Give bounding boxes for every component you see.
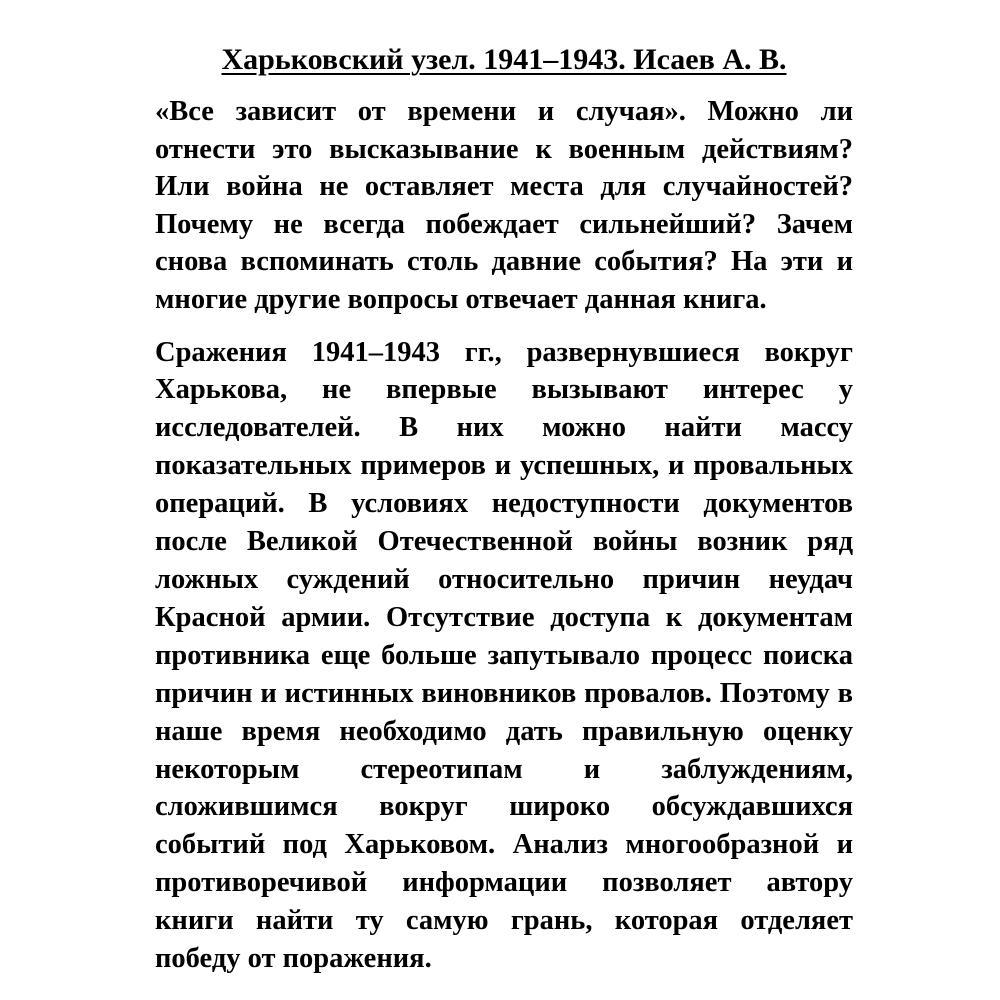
book-description (155, 43, 853, 978)
description-paragraph-2: Сражения 1941–1943 гг., развернувшиеся вокруг Харькова, не впервые вызывают интерес у исследователей. В них можно найти массу показательных примеров и успешных, и провальных операций. В условиях недоступности документов после Великой Отечественной войны возник ряд ложных суждений относительно причин неудач Красной армии. Отсутствие доступа к документам противника еще больше запутывало процесс поиска причин и истинных виновников провалов. Поэтому в наше время необходимо дать правильную оценку некоторым стереотипам и заблуждениям, сложившимся вокруг широко обсуждавшихся событий под Харьковом. Анализ многообразной и противоречивой информации позволяет автору книги найти ту самую грань, которая отделяет победу от поражения. (155, 336, 853, 975)
book-title: Харьковский узел. 1941–1943. Исаев А. В. (221, 43, 787, 76)
description-paragraph-1: «Все зависит от времени и случая». Можно ли отнести это высказывание к военным действиям? Или война не оставляет места для случайностей? Почему не всегда побеждает сильнейший? Зачем снова вспоминать столь давние события? На эти и многие другие вопросы отвечает данная книга. (155, 96, 853, 315)
